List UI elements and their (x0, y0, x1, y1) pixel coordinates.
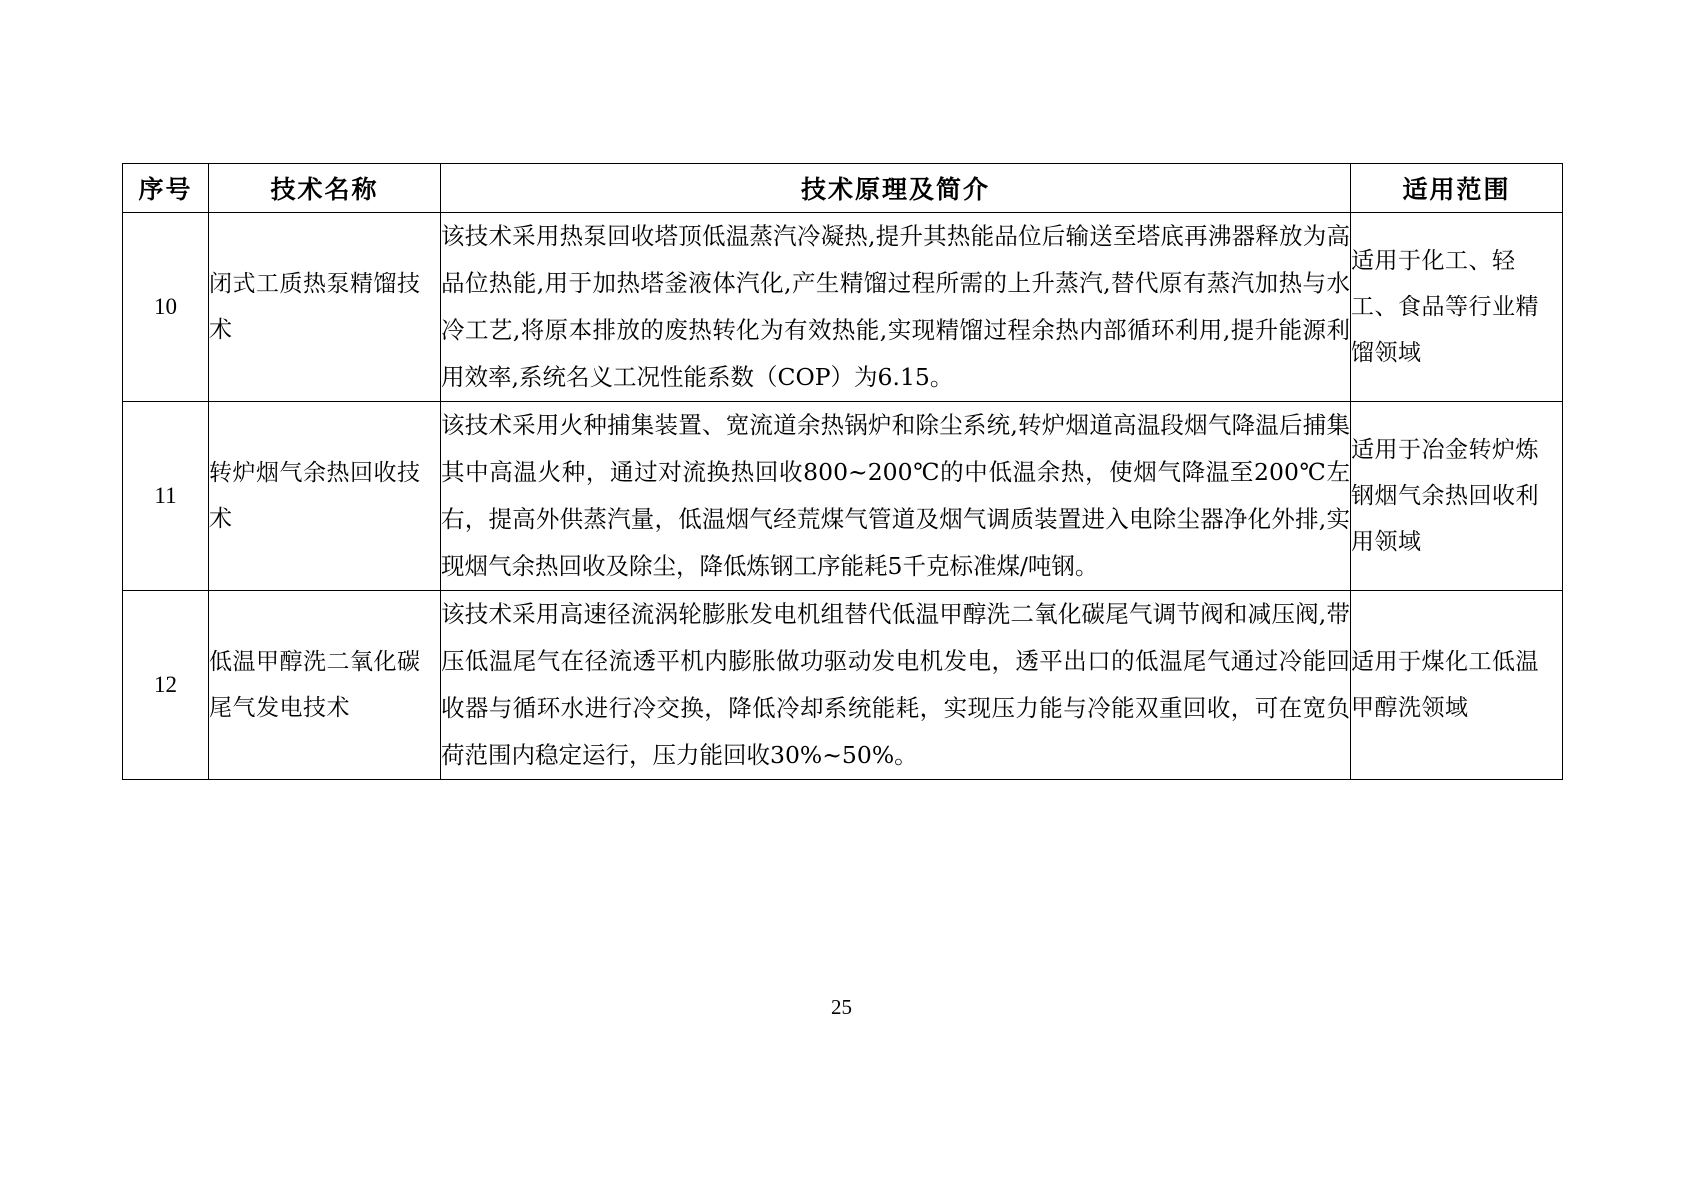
table-row (123, 213, 1563, 402)
row-scope: 适用于冶金转炉炼钢烟气余热回收利用领域 (1351, 402, 1563, 591)
row-technology-name: 低温甲醇洗二氧化碳尾气发电技术 (209, 591, 441, 780)
row-scope: 适用于煤化工低温甲醇洗领域 (1351, 591, 1563, 780)
column-header-scope: 适用范围 (1351, 164, 1563, 213)
row-description: 该技术采用火种捕集装置、宽流道余热锅炉和除尘系统,转炉烟道高温段烟气降温后捕集其中高温火种，通过对流换热回收800~200℃的中低温余热，使烟气降温至200℃左右，提高外供蒸汽量，低温烟气经荒煤气管道及烟气调质装置进入电除尘器净化外排,实现烟气余热回收及除尘，降低炼钢工序能耗5千克标准煤/吨钢。 (441, 402, 1351, 591)
row-no: 10 (123, 213, 209, 402)
row-no: 11 (123, 402, 209, 591)
row-description: 该技术采用热泵回收塔顶低温蒸汽冷凝热,提升其热能品位后输送至塔底再沸器释放为高品位热能,用于加热塔釜液体汽化,产生精馏过程所需的上升蒸汽,替代原有蒸汽加热与水冷工艺,将原本排放的废热转化为有效热能,实现精馏过程余热内部循环利用,提升能源利用效率,系统名义工况性能系数（COP）为6.15。 (441, 213, 1351, 402)
row-technology-name: 转炉烟气余热回收技术 (209, 402, 441, 591)
row-technology-name: 闭式工质热泵精馏技术 (209, 213, 441, 402)
table-header-row (123, 164, 1563, 213)
column-header-no: 序号 (123, 164, 209, 213)
page-number: 25 (831, 995, 852, 1019)
column-header-desc: 技术原理及简介 (441, 164, 1351, 213)
table-row (123, 402, 1563, 591)
column-header-name: 技术名称 (209, 164, 441, 213)
row-no: 12 (123, 591, 209, 780)
technology-catalog-table (122, 163, 1563, 780)
row-scope: 适用于化工、轻工、食品等行业精馏领域 (1351, 213, 1563, 402)
row-description: 该技术采用高速径流涡轮膨胀发电机组替代低温甲醇洗二氧化碳尾气调节阀和减压阀,带压低温尾气在径流透平机内膨胀做功驱动发电机发电，透平出口的低温尾气通过冷能回收器与循环水进行冷交换，降低冷却系统能耗，实现压力能与冷能双重回收，可在宽负荷范围内稳定运行，压力能回收30%~50%。 (441, 591, 1351, 780)
table-row (123, 591, 1563, 780)
